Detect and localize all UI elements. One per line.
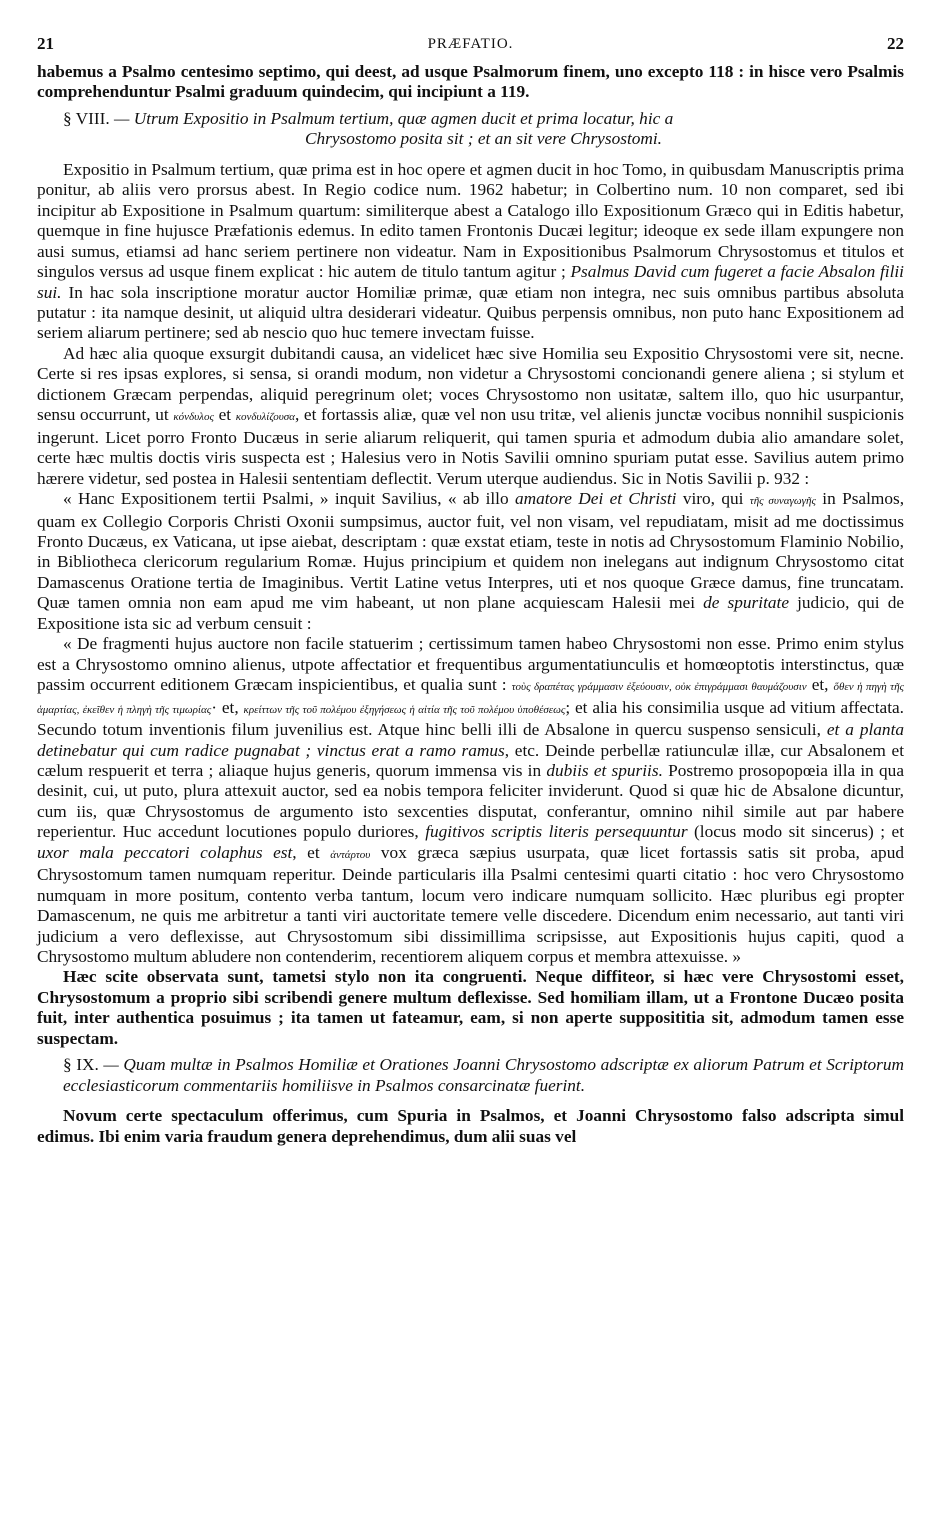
text-run: , et fortassis aliæ, quæ vel non usu tritæ, vel alienis junctæ vocibus nonnihil suspicionis ingerunt. Licet porro Fronto Ducæus in serie aliarum reliquerit, qui tamen spuria et admodum dubia alio amandare solet, certe hæc multis doctis viris suspecta est ; Halesius vero in Notis Savilii omnino spuriam putat esse. Savilius autem primo hærere videtur, sed postea in Halesii sententiam deflectit. Verum uterque audiendus. Sic in Notis Savilii p. 932 : bbox=[37, 405, 904, 488]
section-number: § VIII. bbox=[63, 108, 110, 128]
italic-text: amatore Dei et Christi bbox=[514, 489, 677, 509]
greek-text: ἀντάρτου bbox=[330, 848, 371, 861]
paragraph bbox=[37, 967, 904, 1049]
paragraph bbox=[37, 1106, 904, 1147]
page-number-right: 22 bbox=[887, 34, 904, 53]
text-run: judicio, qui de Expositione ista sic ad verbum censuit : bbox=[37, 593, 905, 633]
section-heading-ix bbox=[37, 1055, 904, 1096]
text-run: viro, qui bbox=[682, 489, 744, 509]
text-run: vox græca sæpius usurpata, quæ licet fortassis satis sit proba, apud Chrysostomum tamen numquam reperitur. Deinde particularis illa Psalmi centesimi quarti citatio : hoc vero Chrysostomo numquam in more positum, contento verba tantum, locum vero indicare numquam sollicito. Hæc pluribus egi propter Damascenum, ne quis me arbitretur a tanti viri auctoritate temere velle discedere. Dicendum enim necessario, aut tanti viri judicium a vero deflexisse, aut Chrysostomum sibi dissimillima scripsisse, aut Expositionis hujus capiti, quod a Chrysostomo multum abludere non contenderim, recentiorem aliquem corpus et membra attexuisse. » bbox=[37, 842, 904, 967]
text-run: in Psalmos, quam ex Collegio Corporis Christi Oxonii sumpsimus, auctor fuit, vel non visam, vel repudiatam, misit ad me doctissimus Fronto Ducæus, ex Vaticana, ut ipse aiebat, descriptam : quæ exstat etiam, teste in notis ad Chrysostomum Flaminio Nobilio, in Bibliotheca clericorum regularium Romæ. Hujus principium et quidem non inelegans aut indignum Chrysostomo citat Damascenus Oratione tertia de Imaginibus. Vertit Latine vetus Interpres, uti et nos quoque Græce damus, fine truncatam. Quæ tamen omnia non eam apud me vim habeant, ut non plane acquiescam Halesii mei bbox=[37, 489, 905, 613]
paragraph bbox=[37, 160, 904, 344]
greek-text: τῆς συναγωγῆς bbox=[749, 495, 816, 508]
text-run: · et, bbox=[211, 697, 239, 717]
text-run: Postremo prosopopœia illa in qua desinit, cui, ut puto, plura attexuit auctor, sed ea nobis tempora feliciter inviderunt. Quod si quæ hic de Absalone dicuntur, cum iis, quæ Chrysostomus de argumento isto sexcenties disputat, conferantur, omnino nihil simile aut par habere reperientur. Huc accedunt locutiones populo duriores, bbox=[37, 760, 904, 842]
section-title: — Utrum Expositio in Psalmum tertium, quæ agmen ducit et prima locatur, hic a bbox=[114, 108, 674, 128]
text-run: Novum certe spectaculum offerimus, cum Spuria in Psalmos, et Joanni Chrysostomo falso adscripta simul edimus. Ibi enim varia fraudum genera deprehendimus, dum alii suas vel bbox=[37, 1106, 904, 1146]
section-title: — Quam multæ in Psalmos Homiliæ et Orationes Joanni Chrysostomo adscriptæ ex aliorum Patrum et Scriptorum ecclesiasticorum commentariis homiliisve in Psalmos consarcinatæ fuerint. bbox=[63, 1055, 904, 1095]
text-run: Ad hæc alia quoque exsurgit dubitandi causa, an videlicet hæc sive Homilia seu Expositio Chrysostomi vere sit, necne. Certe si res ipsas explores, si sensa, si orandi modum, non videtur a Chrysostomi concionandi genere aliena ; si stylum et dictionem Græcam perpendas, aliquid peregrinum olet; voces Chrysostomo non usitatæ, saltem illo, quo hic usurpantur, sensu occurrunt, ut bbox=[37, 343, 904, 425]
italic-text: et a planta detinebatur qui cum radice pugnabat ; vinctus erat a ramo ramus bbox=[37, 720, 905, 760]
text-run: et bbox=[218, 405, 232, 425]
greek-text: κρείττων τῆς τοῦ πολέμου ἐξηγήσεως ἡ αἰτία τῆς τοῦ πολέμου ὑποθέσεως bbox=[243, 703, 566, 716]
greek-text: κονδυλίζουσα bbox=[235, 411, 295, 424]
text-run: « Hanc Expositionem tertii Psalmi, » inquit Savilius, « ab illo bbox=[63, 489, 509, 509]
text-run: , et bbox=[292, 842, 320, 862]
text-run: In hac sola inscriptione moratur auctor Homiliæ primæ, quæ etiam non integra, nec suis omnibus partibus absoluta putatur : ita namque desinit, ut aliquid ultra desiderari videatur. Quibus perpensis omnibus, non puto hanc Expositionem ad seriem aliarum pertinere; sed ab nescio quo huc temere invectam fuisse. bbox=[37, 282, 905, 343]
section-title-cont: Chrysostomo posita sit ; et an sit vere Chrysostomi. bbox=[305, 129, 662, 149]
text-run: , etc. Deinde perbellæ ratiunculæ illæ, cur Absalonem et cælum respuerit et terra ; aliaque hujus generis, quorum immensa vis in bbox=[37, 740, 904, 780]
text-run: ; et alia his consimilia usque ad vitium affectata. Secundo totum inventionis filum juvenilius est. Atque hinc belli illi de Absalone in quercu suspenso sensiculi, bbox=[37, 697, 904, 740]
page-header bbox=[37, 34, 904, 58]
section-heading-viii bbox=[37, 109, 904, 150]
text-run: et, bbox=[811, 675, 829, 695]
greek-text: κόνδυλος bbox=[173, 411, 214, 424]
section-number: § IX. bbox=[63, 1055, 99, 1075]
page-number-left: 21 bbox=[37, 34, 54, 53]
text-run: (locus modo sit sincerus) ; et bbox=[694, 822, 904, 842]
text-run: Hæc scite observata sunt, tametsi stylo non ita congruenti. Neque diffiteor, si hæc vere Chrysostomi esset, Chrysostomum a proprio sibi scribendi genere multum deflexisse. Sed homiliam illam, ut a Frontone Ducæo posita fuit, inter authentica posuimus ; ita tamen ut fateamur, eam, si non aperte supposititia sit, admodum tamen esse suspectam. bbox=[37, 967, 904, 1048]
paragraph bbox=[37, 344, 904, 489]
paragraph bbox=[37, 489, 904, 634]
text-run: habemus a Psalmo centesimo septimo, qui deest, ad usque Psalmorum finem, uno excepto 118 : in hisce vero Psalmis comprehenduntur Psalmi graduum quindecim, qui incipiunt a 119. bbox=[37, 62, 904, 102]
greek-text: ὅθεν ἡ πηγὴ τῆς ἁμαρτίας, ἐκεῖθεν ἡ πληγὴ τῆς τιμωρίας bbox=[37, 681, 905, 716]
text-run: Expositio in Psalmum tertium, quæ prima est in hoc opere et agmen ducit in hoc Tomo, in quibusdam Manuscriptis prima ponitur, ab aliis vero prorsus abest. In Regio codice num. 1962 habetur; in Colbertino num. 10 non comparet, sed ibi incipitur ab Expositione in Psalmum quartum: similiterque abest a Catalogo illo Expositionum Græco qui in Editis habetur, quemque in fine hujusce Præfationis edemus. In edito tamen Frontonis Ducæi legitur; ideoque ex sede illam expungere non ausi sumus, etiamsi ad hanc seriem pertinere non videatur. Nam in Expositionibus Psalmorum Chrysostomus et titulos et singulos versus ad usque finem explicat : hic autem de titulo tantum agitur ; bbox=[37, 159, 904, 282]
greek-text: τοὺς δραπέτας γράμμασιν ἐξεύουσιν, οὐκ ἐπιγράμμασι θαυμάζουσιν bbox=[511, 681, 807, 694]
italic-text: dubiis et spuriis. bbox=[546, 760, 663, 780]
paragraph-intro bbox=[37, 62, 904, 103]
italic-text: uxor mala peccatori colaphus est bbox=[37, 842, 293, 862]
page-body bbox=[37, 62, 904, 1147]
running-title: PRÆFATIO. bbox=[427, 36, 514, 52]
text-run: « De fragmenti hujus auctore non facile statuerim ; certissimum tamen habeo Chrysostomi non esse. Primo enim stylus est a Chrysostomo omnino alienus, utpote affectatior et frequentibus argumentatiunculis et homœoptotis interstinctus, quæ passim occurrent editionem Græcam inspicientibus, et qualia sunt : bbox=[37, 634, 904, 695]
italic-text: de spuritate bbox=[703, 593, 789, 613]
italic-text: Psalmus David cum fugeret a facie Absalon filii sui. bbox=[37, 262, 904, 302]
italic-text: fugitivos scriptis literis persequuntur bbox=[425, 822, 688, 842]
paragraph-quote bbox=[37, 634, 904, 967]
